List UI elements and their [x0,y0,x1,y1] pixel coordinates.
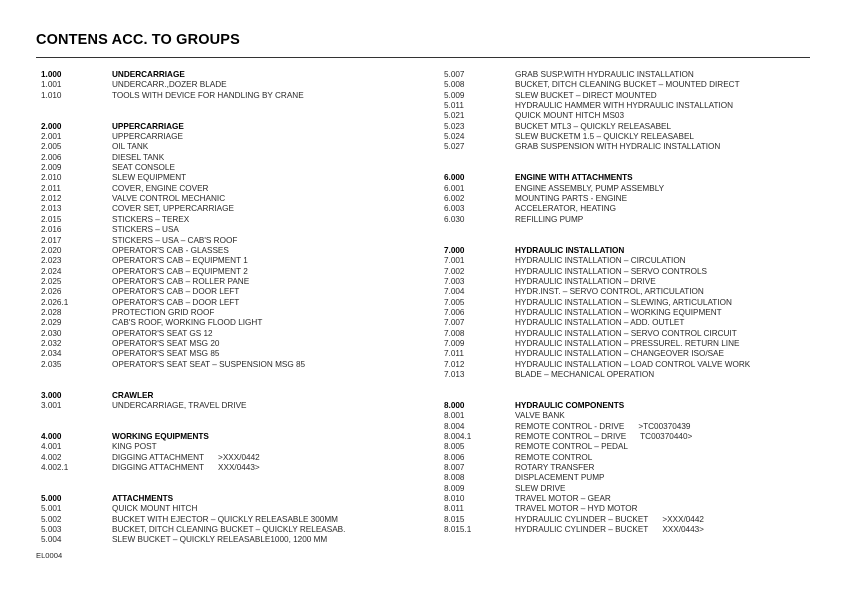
entry-code: 1.000 [41,70,62,79]
contents-entry-row[interactable] [444,142,839,152]
entry-label: OPERATOR'S CAB – DOOR LEFT [112,297,240,307]
entry-code: 2.030 [41,328,62,338]
group-spacer [444,153,839,174]
entry-label: HYDRAULIC INSTALLATION – ADD. OUTLET [515,318,685,328]
entry-code: 8.011 [444,504,464,514]
contents-entry-row[interactable] [444,432,839,442]
entry-suffix: >TC00370439 [638,421,691,431]
entry-label: OPERATOR'S CAB – DOOR LEFT [112,287,240,297]
contents-entry-row[interactable] [444,298,839,308]
contents-entry-row[interactable] [41,80,436,90]
entry-suffix: TC00370440> [640,432,693,442]
entry-suffix: XXX/0443> [218,463,260,473]
entry-code: 2.026.1 [41,297,69,307]
entry-code: 5.011 [444,101,464,111]
entry-label: HYDRAULIC INSTALLATION – LOAD CONTROL VALVE WORK [515,359,751,369]
entry-label: TOOLS WITH DEVICE FOR HANDLING BY CRANE [112,90,304,100]
contents-entry-row[interactable] [444,349,839,359]
entry-code: 2.029 [41,318,62,328]
contents-entry-row[interactable] [41,287,436,297]
entry-code: 2.028 [41,307,62,317]
contents-entry-row[interactable] [444,256,839,266]
contents-entry-row[interactable] [41,349,436,359]
entry-label: HYDRAULIC INSTALLATION – SLEWING, ARTICULATION [515,297,732,307]
title-divider [36,57,810,58]
entry-label: REFILLING PUMP [515,214,584,224]
contents-entry-row[interactable] [444,215,839,225]
entry-code: 2.032 [41,338,62,348]
entry-code: 5.007 [444,70,465,79]
entry-code: 8.010 [444,494,465,504]
entry-code: 7.004 [444,287,465,297]
entry-label: BUCKET WITH EJECTOR – QUICKLY RELEASABLE 300MM [112,514,338,524]
contents-entry-row[interactable] [41,132,436,142]
entry-code: 6.001 [444,183,465,193]
entry-code: 7.001 [444,256,465,266]
entry-label: UNDERCARRIAGE [112,70,185,79]
entry-label: SLEW BUCKETM 1.5 – QUICKLY RELEASABEL [515,132,694,142]
contents-entry-row[interactable] [444,101,839,111]
contents-entry-row[interactable] [41,401,436,411]
entry-label: CRAWLER [112,390,154,400]
contents-entry-row[interactable] [444,370,839,380]
entry-code: 7.002 [444,266,465,276]
entry-code: 2.009 [41,163,62,173]
entry-code: 7.000 [444,245,465,255]
entry-label: HYDRAULIC INSTALLATION – CHANGEOVER ISO/SAE [515,349,724,359]
entry-code: 8.015.1 [444,525,472,535]
entry-label: ENGINE ASSEMBLY, PUMP ASSEMBLY [515,183,665,193]
entry-code: 2.006 [41,152,62,162]
contents-column-left [41,70,436,546]
entry-code: 5.004 [41,535,62,545]
entry-code: 5.021 [444,111,465,121]
group-spacer [444,380,839,401]
entry-label: HYDRAULIC INSTALLATION – CIRCULATION [515,256,686,266]
contents-group-row[interactable] [444,246,839,256]
entry-label: ROTARY TRANSFER [515,463,595,473]
entry-label: REMOTE CONTROL – DRIVE [515,432,627,442]
contents-entry-row[interactable] [41,246,436,256]
entry-label: BLADE – MECHANICAL OPERATION [515,369,655,379]
entry-label: OPERATOR'S SEAT MSG 85 [112,349,220,359]
contents-entry-row[interactable] [41,515,436,525]
entry-label: BUCKET, DITCH CLEANING BUCKET – QUICKLY RELEASAB. [112,525,346,535]
entry-label: STICKERS – USA [112,225,179,235]
contents-entry-row[interactable] [41,535,436,545]
entry-code: 8.001 [444,411,465,421]
contents-entry-row[interactable] [41,184,436,194]
contents-entry-row[interactable] [444,339,839,349]
entry-label: OPERATOR'S CAB – EQUIPMENT 2 [112,266,248,276]
contents-entry-row[interactable] [41,225,436,235]
entry-label: HYDRAULIC INSTALLATION – DRIVE [515,276,656,286]
contents-entry-row[interactable] [41,194,436,204]
entry-code: 2.011 [41,183,61,193]
contents-group-row[interactable] [41,494,436,504]
contents-group-row[interactable] [444,401,839,411]
entry-code: 2.026 [41,287,62,297]
entry-code: 7.008 [444,328,465,338]
entry-code: 7.006 [444,307,465,317]
entry-code: 2.025 [41,276,62,286]
entry-label: HYDRAULIC INSTALLATION – PRESSUREL. RETURN LINE [515,338,740,348]
entry-code: 6.030 [444,214,465,224]
entry-code: 8.015 [444,514,465,524]
contents-entry-row[interactable] [41,318,436,328]
contents-entry-row[interactable] [41,308,436,318]
entry-code: 7.012 [444,359,465,369]
entry-code: 5.001 [41,504,62,514]
entry-code: 2.035 [41,359,62,369]
contents-entry-row[interactable] [444,318,839,328]
contents-entry-row[interactable] [41,142,436,152]
entry-code: 8.004.1 [444,432,472,442]
entry-label: HYDRAULIC CYLINDER – BUCKET [515,514,649,524]
footer-document-code: EL0004 [36,551,63,560]
contents-entry-row[interactable] [41,236,436,246]
entry-code: 6.003 [444,204,465,214]
contents-entry-row[interactable] [444,308,839,318]
entry-code: 5.009 [444,90,465,100]
entry-code: 2.015 [41,214,62,224]
entry-label: REMOTE CONTROL - DRIVE [515,421,625,431]
entry-code: 3.000 [41,390,62,400]
contents-group-row[interactable] [41,122,436,132]
entry-label: OPERATOR'S CAB – EQUIPMENT 1 [112,256,248,266]
entry-label: BUCKET MTL3 – QUICKLY RELEASABEL [515,121,672,131]
entry-label: HYDRAULIC INSTALLATION – WORKING EQUIPMENT [515,307,722,317]
group-spacer [41,411,436,432]
entry-label: BUCKET, DITCH CLEANING BUCKET – MOUNTED DIRECT [515,80,740,90]
entry-code: 7.007 [444,318,465,328]
contents-entry-row[interactable] [444,122,839,132]
entry-label: DIESEL TANK [112,152,165,162]
entry-code: 4.002.1 [41,463,69,473]
entry-label: DIGGING ATTACHMENT [112,463,205,473]
contents-entry-row[interactable] [41,329,436,339]
entry-label: TRAVEL MOTOR – GEAR [515,494,611,504]
entry-label: UPPERCARRIAGE [112,132,183,142]
entry-label: MOUNTING PARTS - ENGINE [515,194,628,204]
group-spacer [41,101,436,122]
contents-entry-row[interactable] [444,91,839,101]
entry-label: SLEW BUCKET – DIRECT MOUNTED [515,90,657,100]
contents-entry-row[interactable] [41,442,436,452]
contents-entry-row[interactable] [444,184,839,194]
entry-code: 5.000 [41,494,62,504]
contents-entry-row[interactable] [41,463,436,473]
entry-label: UNDERCARRIAGE, TRAVEL DRIVE [112,401,247,410]
entry-code: 3.001 [41,401,62,410]
contents-entry-row[interactable] [444,70,839,80]
entry-label: SLEW BUCKET – QUICKLY RELEASABLE1000, 1200 MM [112,535,328,545]
entry-label: HYDRAULIC COMPONENTS [515,401,625,410]
entry-label: ATTACHMENTS [112,494,174,504]
contents-entry-row[interactable] [444,453,839,463]
entry-code: 4.002 [41,452,62,462]
entry-code: 2.023 [41,256,62,266]
entry-code: 5.002 [41,514,62,524]
entry-label: HYDRAULIC INSTALLATION [515,245,625,255]
contents-entry-row[interactable] [444,515,839,525]
contents-entry-row[interactable] [444,80,839,90]
entry-code: 2.005 [41,142,62,152]
contents-entry-row[interactable] [444,287,839,297]
contents-entry-row[interactable] [41,298,436,308]
group-spacer [41,473,436,494]
entry-label: OPERATOR'S SEAT SEAT – SUSPENSION MSG 85 [112,359,306,369]
entry-label: TRAVEL MOTOR – HYD MOTOR [515,504,638,514]
entry-code: 8.004 [444,421,465,431]
entry-code: 2.001 [41,132,62,142]
entry-label: COVER SET, UPPERCARRIAGE [112,204,234,214]
contents-entry-row[interactable] [444,329,839,339]
entry-label: STICKERS – USA – CAB'S ROOF [112,235,238,245]
entry-label: HYDRAULIC INSTALLATION – SERVO CONTROL CIRCUIT [515,328,737,338]
entry-code: 7.011 [444,349,464,359]
contents-entry-row[interactable] [41,91,436,101]
contents-entry-row[interactable] [444,411,839,421]
entry-label: STICKERS – TEREX [112,214,190,224]
contents-entry-row[interactable] [444,267,839,277]
entry-code: 2.010 [41,173,62,183]
entry-code: 5.023 [444,121,465,131]
entry-code: 2.020 [41,245,62,255]
contents-entry-row[interactable] [444,494,839,504]
entry-label: VALVE CONTROL MECHANIC [112,194,226,204]
entry-label: DISPLACEMENT PUMP [515,473,605,483]
contents-entry-row[interactable] [41,267,436,277]
entry-label: DIGGING ATTACHMENT [112,452,205,462]
entry-label: VALVE BANK [515,411,565,421]
contents-entry-row[interactable] [41,163,436,173]
contents-entry-row[interactable] [444,484,839,494]
entry-code: 2.034 [41,349,62,359]
entry-code: 2.024 [41,266,62,276]
contents-entry-row[interactable] [41,173,436,183]
entry-code: 1.001 [41,80,62,90]
entry-label: PROTECTION GRID ROOF [112,307,215,317]
contents-entry-row[interactable] [444,111,839,121]
entry-code: 5.003 [41,525,62,535]
group-spacer [444,225,839,246]
entry-code: 2.013 [41,204,62,214]
entry-code: 5.027 [444,142,465,152]
contents-group-row[interactable] [41,70,436,80]
entry-code: 8.006 [444,452,465,462]
entry-code: 7.009 [444,338,465,348]
entry-label: KING POST [112,442,157,452]
entry-code: 2.017 [41,235,62,245]
contents-entry-row[interactable] [41,215,436,225]
entry-suffix: >XXX/0442 [218,452,260,462]
entry-label: SLEW EQUIPMENT [112,173,187,183]
contents-entry-row[interactable] [444,277,839,287]
contents-entry-row[interactable] [41,277,436,287]
entry-label: HYDR.INST. – SERVO CONTROL, ARTICULATION [515,287,704,297]
entry-label: OPERATOR'S SEAT GS 12 [112,328,213,338]
entry-label: SEAT CONSOLE [112,163,175,173]
entry-label: GRAB SUSPENSION WITH HYDRALIC INSTALLATION [515,142,721,152]
entry-code: 2.000 [41,121,62,131]
entry-label: OPERATOR'S CAB – ROLLER PANE [112,276,250,286]
contents-entry-row[interactable] [444,463,839,473]
contents-entry-row[interactable] [41,360,436,370]
entry-code: 8.007 [444,463,465,473]
contents-entry-row[interactable] [444,422,839,432]
contents-group-row[interactable] [444,173,839,183]
entry-label: UPPERCARRIAGE [112,121,184,131]
entry-label: OPERATOR'S CAB - GLASSES [112,245,229,255]
entry-label: OPERATOR'S SEAT MSG 20 [112,338,220,348]
contents-entry-row[interactable] [444,132,839,142]
contents-entry-row[interactable] [41,256,436,266]
entry-label: ACCELERATOR, HEATING [515,204,616,214]
entry-label: QUICK MOUNT HITCH [112,504,198,514]
entry-suffix: XXX/0443> [662,525,704,535]
entry-label: GRAB SUSP.WITH HYDRAULIC INSTALLATION [515,70,694,79]
contents-entry-row[interactable] [41,204,436,214]
entry-code: 4.000 [41,432,62,442]
contents-entry-row[interactable] [41,453,436,463]
entry-code: 8.005 [444,442,465,452]
contents-entry-row[interactable] [41,153,436,163]
entry-code: 8.009 [444,483,465,493]
contents-entry-row[interactable] [444,504,839,514]
entry-label: HYDRAULIC HAMMER WITH HYDRAULIC INSTALLATION [515,101,734,111]
entry-code: 2.016 [41,225,62,235]
entry-code: 6.002 [444,194,465,204]
entry-code: 8.008 [444,473,465,483]
contents-entry-row[interactable] [41,525,436,535]
entry-label: HYDRAULIC CYLINDER – BUCKET [515,525,649,535]
contents-group-row[interactable] [41,391,436,401]
contents-entry-row[interactable] [444,194,839,204]
entry-label: UNDERCARR.,DOZER BLADE [112,80,227,90]
entry-code: 6.000 [444,173,465,183]
entry-code: 8.000 [444,401,465,410]
contents-entry-row[interactable] [444,360,839,370]
entry-code: 2.012 [41,194,62,204]
contents-entry-row[interactable] [41,504,436,514]
entry-label: WORKING EQUIPMENTS [112,432,209,442]
entry-label: SLEW DRIVE [515,483,566,493]
contents-column-right [444,70,839,535]
contents-entry-row[interactable] [444,473,839,483]
entry-label: ENGINE WITH ATTACHMENTS [515,173,633,183]
contents-entry-row[interactable] [444,525,839,535]
entry-suffix: >XXX/0442 [662,514,704,524]
entry-label: HYDRAULIC INSTALLATION – SERVO CONTROLS [515,266,707,276]
entry-code: 7.005 [444,297,465,307]
group-spacer [41,370,436,391]
entry-code: 5.024 [444,132,465,142]
entry-label: QUICK MOUNT HITCH MS03 [515,111,625,121]
entry-code: 4.001 [41,442,62,452]
contents-entry-row[interactable] [41,339,436,349]
entry-label: REMOTE CONTROL [515,452,593,462]
entry-label: REMOTE CONTROL – PEDAL [515,442,628,452]
entry-label: OIL TANK [112,142,149,152]
entry-label: COVER, ENGINE COVER [112,183,209,193]
contents-entry-row[interactable] [444,204,839,214]
entry-code: 1.010 [41,90,62,100]
contents-group-row[interactable] [41,432,436,442]
entry-code: 7.003 [444,276,465,286]
page-title: CONTENS ACC. TO GROUPS [36,32,240,48]
entry-code: 7.013 [444,369,465,379]
entry-label: CAB'S ROOF, WORKING FLOOD LIGHT [112,318,263,328]
entry-code: 5.008 [444,80,465,90]
contents-entry-row[interactable] [444,442,839,452]
